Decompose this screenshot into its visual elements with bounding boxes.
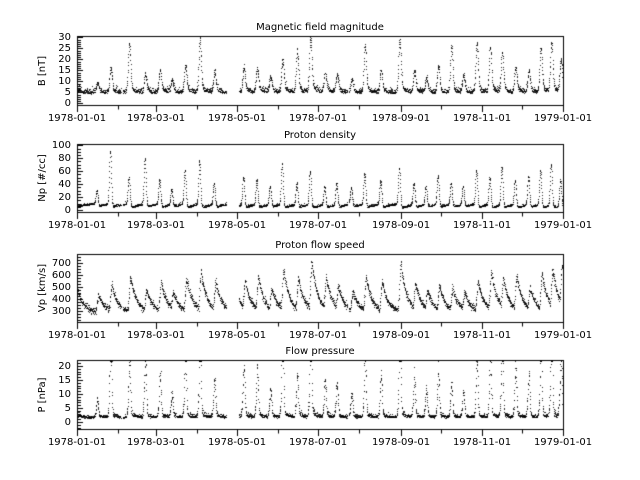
y-tick-label: 300 <box>51 306 71 317</box>
y-tick-label: 60 <box>58 166 71 177</box>
x-tick-label: 1978-01-01 <box>47 330 107 341</box>
y-tick-label: 80 <box>58 153 71 164</box>
x-tick-label: 1978-05-01 <box>207 113 267 124</box>
y-tick-label: 0 <box>64 205 71 216</box>
x-tick-label: 1978-09-01 <box>371 330 431 341</box>
y-axis-label-vp: Vp [km/s] <box>37 263 48 313</box>
y-tick-label: 0 <box>64 98 71 109</box>
y-tick-label: 5 <box>64 403 71 414</box>
x-tick-label: 1979-01-01 <box>533 437 593 448</box>
x-tick-label: 1978-01-01 <box>47 220 107 231</box>
x-tick-label: 1978-11-01 <box>452 113 512 124</box>
x-tick-label: 1978-05-01 <box>207 220 267 231</box>
x-tick-label: 1978-07-01 <box>288 220 348 231</box>
y-tick-label: 25 <box>58 43 71 54</box>
x-tick-label: 1978-03-01 <box>126 220 186 231</box>
y-tick-label: 700 <box>51 258 71 269</box>
x-tick-label: 1979-01-01 <box>533 220 593 231</box>
x-tick-label: 1978-03-01 <box>126 330 186 341</box>
y-axis-label-np: Np [#/cc] <box>37 154 48 202</box>
panel-title-magnetic-field: Magnetic field magnitude <box>256 22 384 33</box>
y-tick-label: 20 <box>58 192 71 203</box>
y-tick-label: 0 <box>64 417 71 428</box>
x-tick-label: 1978-03-01 <box>126 113 186 124</box>
x-tick-label: 1979-01-01 <box>533 330 593 341</box>
y-tick-label: 15 <box>58 65 71 76</box>
x-tick-label: 1978-09-01 <box>371 113 431 124</box>
x-tick-label: 1978-05-01 <box>207 330 267 341</box>
y-tick-label: 20 <box>58 361 71 372</box>
y-tick-label: 100 <box>51 140 71 151</box>
x-tick-label: 1978-01-01 <box>47 437 107 448</box>
y-tick-label: 20 <box>58 54 71 65</box>
y-tick-label: 600 <box>51 270 71 281</box>
y-axis-label-p: P [nPa] <box>37 376 48 413</box>
x-tick-label: 1978-11-01 <box>452 330 512 341</box>
x-tick-label: 1978-05-01 <box>207 437 267 448</box>
y-tick-label: 10 <box>58 76 71 87</box>
y-tick-label: 400 <box>51 294 71 305</box>
y-tick-label: 40 <box>58 179 71 190</box>
panel-title-flow-pressure: Flow pressure <box>285 346 355 357</box>
x-tick-label: 1978-03-01 <box>126 437 186 448</box>
x-tick-label: 1978-01-01 <box>47 113 107 124</box>
x-tick-label: 1978-07-01 <box>288 113 348 124</box>
y-tick-label: 10 <box>58 389 71 400</box>
y-tick-label: 500 <box>51 282 71 293</box>
y-tick-label: 30 <box>58 32 71 43</box>
y-tick-label: 15 <box>58 375 71 386</box>
x-tick-label: 1978-11-01 <box>452 220 512 231</box>
y-axis-label-b: B [nT] <box>37 55 48 86</box>
panel-title-proton-density: Proton density <box>283 130 357 141</box>
x-tick-label: 1978-07-01 <box>288 330 348 341</box>
x-tick-label: 1978-09-01 <box>371 437 431 448</box>
panel-title-proton-flow-speed: Proton flow speed <box>275 240 365 251</box>
x-tick-label: 1978-11-01 <box>452 437 512 448</box>
x-tick-label: 1978-07-01 <box>288 437 348 448</box>
x-tick-label: 1979-01-01 <box>533 113 593 124</box>
x-tick-label: 1978-09-01 <box>371 220 431 231</box>
y-tick-label: 5 <box>64 87 71 98</box>
